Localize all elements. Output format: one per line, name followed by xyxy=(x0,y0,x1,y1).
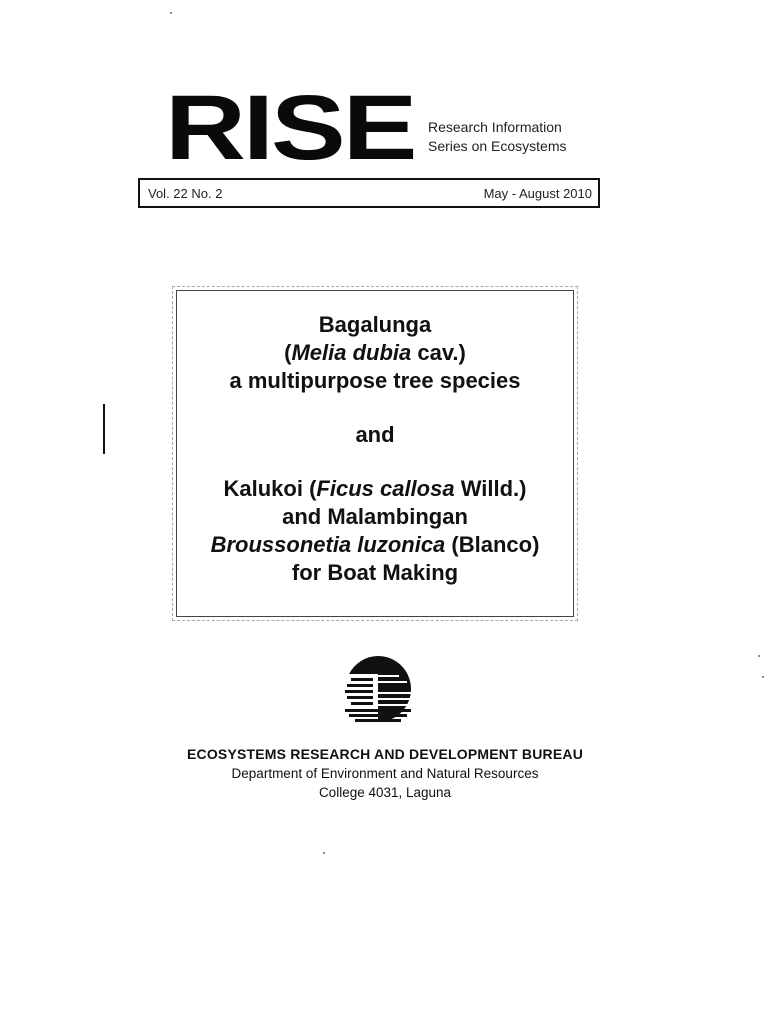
issue-bar xyxy=(138,178,600,208)
scan-speck xyxy=(323,852,325,854)
title-line-7-species: Broussonetia luzonica xyxy=(210,532,446,557)
title-box xyxy=(176,290,574,617)
agency-address: College 4031, Laguna xyxy=(318,785,452,800)
title-line-1: Bagalunga xyxy=(318,312,432,337)
erdb-emblem-icon xyxy=(341,652,415,726)
title-line-7 xyxy=(177,531,573,559)
title-line-5-species: Ficus callosa xyxy=(316,476,455,501)
title-line-8: for Boat Making xyxy=(291,560,459,585)
scan-line-mark xyxy=(103,404,105,454)
title-line-2-species: Melia dubia xyxy=(291,340,412,365)
agency-department: Department of Environment and Natural Resources xyxy=(231,766,539,781)
title-line-2-rest: cav.) xyxy=(411,340,466,365)
rise-logo: RISE xyxy=(165,76,415,179)
scan-speck xyxy=(762,676,764,678)
scan-speck xyxy=(758,655,760,657)
agency-block xyxy=(0,744,770,802)
title-conjunction: and xyxy=(355,422,395,447)
title-line-5 xyxy=(177,475,573,503)
title-line-5-end: Willd.) xyxy=(454,476,527,501)
title-line-6: and Malambingan xyxy=(282,504,468,529)
title-line-5-start: Kalukoi ( xyxy=(223,476,317,501)
scan-speck xyxy=(170,12,172,14)
issue-date: May - August 2010 xyxy=(483,186,592,201)
title-line-2-open: ( xyxy=(284,340,292,365)
agency-name: ECOSYSTEMS RESEARCH AND DEVELOPMENT BUREAU xyxy=(186,746,584,762)
title-line-2 xyxy=(177,339,573,367)
series-description xyxy=(428,118,567,156)
title-line-3: a multipurpose tree species xyxy=(229,368,521,393)
title-line-7-end: (Blanco) xyxy=(445,532,540,557)
series-line-2: Series on Ecosystems xyxy=(428,138,567,154)
volume-number: Vol. 22 No. 2 xyxy=(148,186,223,201)
series-line-1: Research Information xyxy=(428,119,562,135)
